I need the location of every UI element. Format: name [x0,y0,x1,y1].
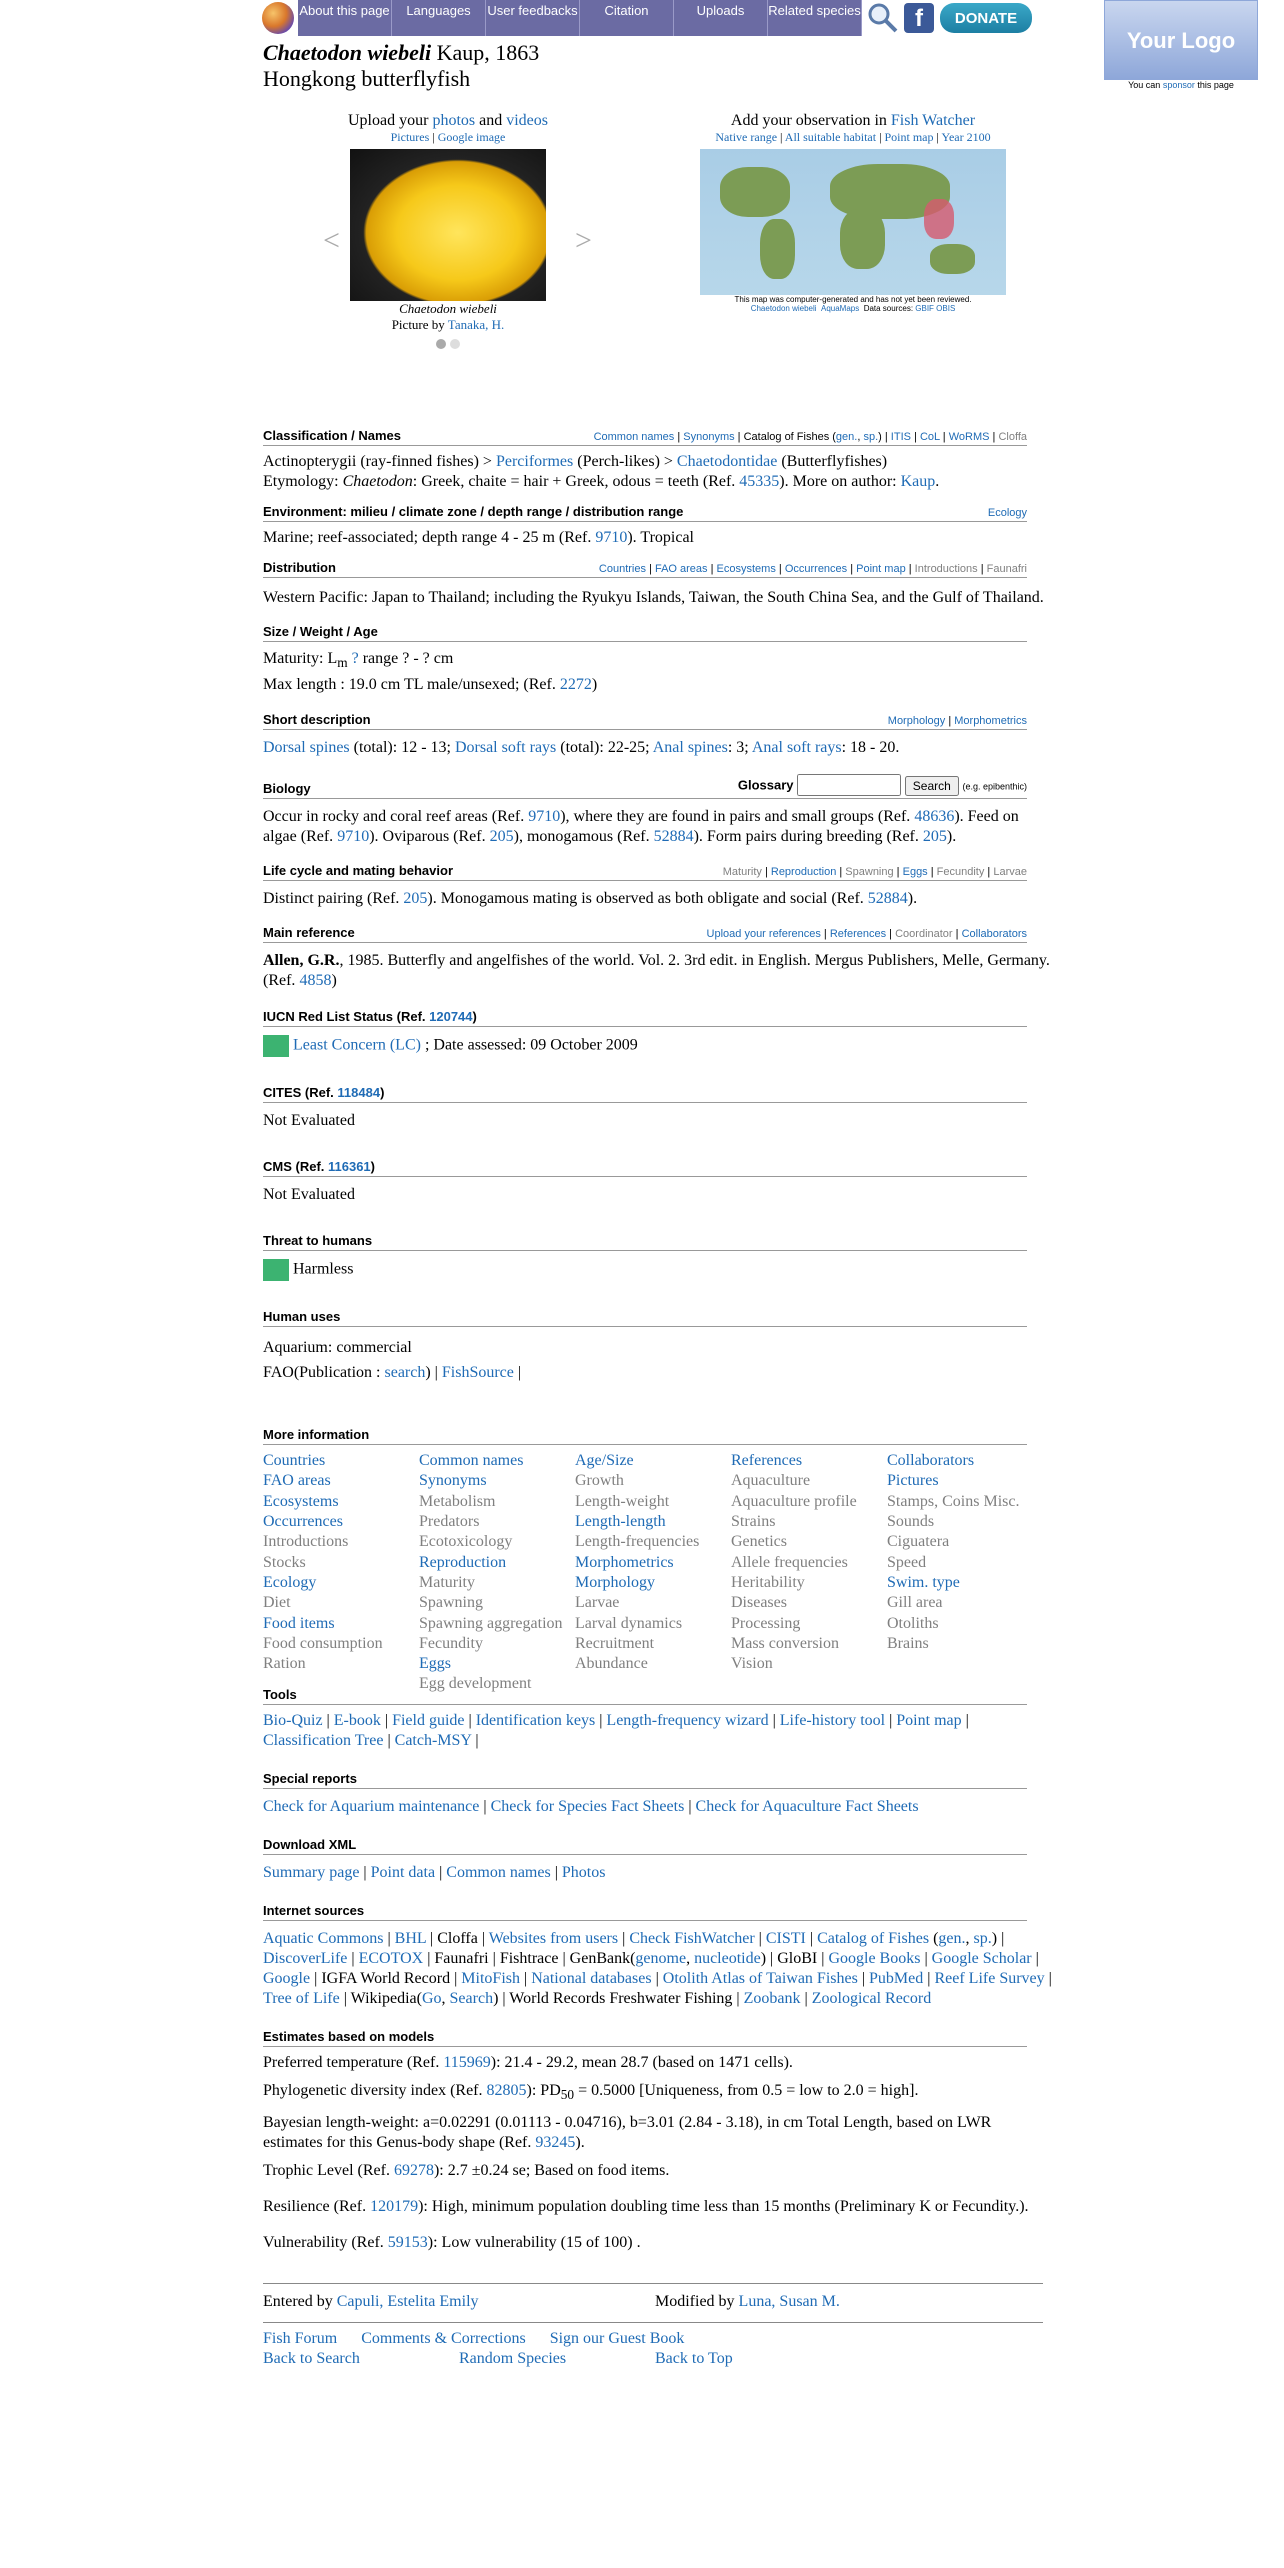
source-text: | Wikipedia( [339,1989,422,2007]
distribution-map[interactable] [700,149,1006,295]
source-text: , [686,1949,695,1967]
pictures-link[interactable]: Pictures [390,130,430,144]
more-info-processing: Processing [731,1614,801,1632]
nav-user-feedbacks[interactable]: User feedbacks [486,0,580,36]
more-info-eggs[interactable]: Eggs [419,1655,451,1673]
point-map-link[interactable]: Point map [856,563,906,575]
prev-photo-button[interactable]: < [323,224,340,257]
fao-areas-link[interactable]: FAO areas [654,563,708,575]
more-info-ecology[interactable]: Ecology [263,1573,317,1591]
separator: | [471,1731,479,1749]
separator: | [464,1711,476,1729]
more-info-genetics: Genetics [731,1533,787,1551]
source-text: | [1044,1969,1052,1987]
source-google-books-link[interactable]: Google Books [828,1949,921,1967]
source-aquatic-commons-link[interactable]: Aquatic Commons [263,1929,384,1947]
footer-divider [263,2283,1043,2284]
anal-spines-link[interactable]: Anal spines [652,739,728,757]
tool-catch-msy-link[interactable]: Catch-MSY [394,1731,472,1749]
source-ecotox-link[interactable]: ECOTOX [358,1949,424,1967]
source-bhl-link[interactable]: BHL [394,1929,427,1947]
source-text: | [383,1929,395,1947]
more-info-grid [263,1451,1053,1695]
nav-languages[interactable]: Languages [392,0,486,36]
download-xml-section: Download XML Summary page | Point data | Common names | Photos [263,1837,1053,1883]
more-info-reproduction[interactable]: Reproduction [419,1553,507,1571]
more-info-pictures[interactable]: Pictures [887,1472,939,1490]
dorsal-spines-link[interactable]: Dorsal spines [263,739,350,757]
threat-section: Threat to humans Harmless [263,1233,1053,1281]
more-info-morphometrics[interactable]: Morphometrics [575,1553,674,1571]
source-text: | [347,1949,359,1967]
xml-summary-page-link[interactable]: Summary page [263,1863,360,1881]
source-go-link[interactable]: Go [421,1989,442,2007]
dorsal-soft-rays-link[interactable]: Dorsal soft rays [454,739,557,757]
separator: | [768,1711,780,1729]
source-text: | Cloffa | [426,1929,489,1947]
ref-link[interactable]: 45335 [739,473,780,490]
fish-forum-link[interactable]: Fish Forum [263,2329,338,2347]
short-description-section: Short description Morphology | Morphometrics Dorsal spines (total): 12 - 13; Dorsal soft rays (total): 22-25; Anal spines: 3; Anal soft rays: 18 - 20. [263,712,1027,757]
sponsor-logo-ad[interactable]: Your Logo here [1104,0,1258,80]
common-names-link[interactable]: Common names [593,431,675,443]
morphology-link[interactable]: Morphology [887,715,946,728]
source-text: | Faunafri | Fishtrace | GenBank( [423,1949,636,1967]
environment-section: Environment: milieu / climate zone / depth range / distribution range Ecology Marine; reef-associated; depth range 4 - 25 m (Ref. 9710). Tropical [263,504,1027,546]
more-info-metabolism: Metabolism [419,1492,496,1510]
more-info-collaborators[interactable]: Collaborators [887,1452,975,1470]
col-link[interactable]: CoL [919,431,940,443]
more-info-morphology[interactable]: Morphology [575,1573,655,1591]
cms-section: CMS (Ref. 116361) Not Evaluated [263,1159,1053,1205]
more-info-synonyms[interactable]: Synonyms [419,1472,487,1490]
references-link[interactable]: References [829,928,887,941]
ref-link[interactable]: 4858 [299,972,332,990]
random-species-link[interactable]: Random Species [459,2349,567,2367]
iucn-section: IUCN Red List Status (Ref. 120744) Least Concern (LC) ; Date assessed: 09 October 2009 [263,1009,1053,1057]
more-info-brains: Brains [887,1634,929,1652]
more-info-introductions: Introductions [263,1533,349,1551]
search-icon[interactable] [866,1,900,35]
fishsource-link[interactable]: FishSource [441,1364,514,1382]
source-text: ) | World Records Freshwater Fishing | [493,1989,744,2007]
page-title: Chaetodon wiebeli Kaup, 1863 [263,40,540,65]
source-sp-link[interactable]: sp. [973,1929,992,1947]
source-cisti-link[interactable]: CISTI [765,1929,806,1947]
glossary-search-button[interactable]: Search [905,776,959,796]
more-info-stamps-coins-misc: Stamps, Coins Misc. [887,1492,1020,1510]
source-search-link[interactable]: Search [449,1989,494,2007]
sponsor-link[interactable]: sponsor [1162,80,1195,90]
source-nucleotide-link[interactable]: nucleotide [694,1949,761,1967]
tool-identification-keys-link[interactable]: Identification keys [475,1711,596,1729]
ref-link[interactable]: 118484 [337,1085,381,1101]
source-text: | [618,1929,630,1947]
footer-credits: Entered by Capuli, Estelita Emily Modified by Luna, Susan M. [263,2292,840,2310]
status-color-swatch [263,1259,289,1281]
internet-sources-section: Internet sources Aquatic Commons | BHL | Cloffa | Websites from users | Check FishWatcher | CISTI | Catalog of Fishes (gen., sp.) | DiscoverLife | ECOTOX | Faunafri | Fishtrace | GenBank(genome, nucleotide) | GloBI | Google Books | Google Scholar | Google | IGFA World Record | MitoFish | National databases | Otolith Atlas of Taiwan Fishes | PubMed | Reef Life Survey | Tree of Life | Wikipedia(Go, Search) | World Records Freshwater Fishing | Zoobank | Zoological Record [263,1902,1052,2007]
ref-link[interactable]: 52884 [867,890,908,908]
gbif-link[interactable]: GBIF OBIS [915,304,956,313]
source-websites-from-users-link[interactable]: Websites from users [488,1929,619,1947]
ref-link[interactable]: 82805 [486,2081,527,2099]
ref-link[interactable]: 9710 [595,529,628,546]
maturity-help-link[interactable]: ? [351,650,359,667]
itis-link[interactable]: ITIS [890,431,911,443]
map-column: Add your observation in Fish Watcher Native range | All suitable habitat | Point map | Year 2100 This map was computer-generated and has not yet been reviewed. Chaetodon wiebeli AquaMaps Data sources: GBIF OBIS [683,112,1023,313]
more-info-strains: Strains [731,1513,776,1531]
google-image-link[interactable]: Google image [437,130,506,144]
photo-column: Upload your photos and videos Pictures | Google image Chaetodon wiebeli Picture by Tanaka, H. [318,112,578,354]
ref-link[interactable]: 115969 [443,2053,491,2071]
more-information-section: More information Countries FAO areas Ecosystems Occurrences Introductions Stocks Ecology Diet Food items Food consumption Ration Common names Synonyms Metabolism Predators Ecotoxicology Reproduction Maturity Spawning Spawning aggregation Fecundity Eggs Egg development Age/Size Growth Length-weight Length-length Length-frequencies Morphometrics Morphology Larvae Larval dynamics Recruitment Abundance References Aquaculture Aquaculture profile Strains Genetics Allele frequencies Heritability Diseases Processing Mass conversion Vision Collaborators Pictures Stamps, Coins Misc. Sounds Ciguatera Speed Swim. type Gill area Otoliths Brains [263,1427,1053,1695]
top-navigation [262,0,1032,36]
more-info-diseases: Diseases [731,1594,787,1612]
more-info-otoliths: Otoliths [887,1614,939,1632]
separator: | [885,1711,897,1729]
report-check-for-aquarium-maintenance-link[interactable]: Check for Aquarium maintenance [263,1797,480,1815]
next-photo-button[interactable]: > [575,224,592,257]
ref-link[interactable]: 52884 [653,828,694,846]
fish-watcher-link[interactable]: Fish Watcher [890,112,976,129]
xml-common-names-link[interactable]: Common names [446,1863,551,1881]
facebook-icon[interactable]: f [904,3,934,33]
separator: | [595,1711,607,1729]
life-cycle-section: Life cycle and mating behavior Maturity | Reproduction | Spawning | Eggs | Fecundity | Larvae Distinct pairing (Ref. 205). Monogamous mating is observed as both obligate and social (Ref. 52884). [263,863,1027,908]
more-info-food-consumption: Food consumption [263,1634,383,1652]
source-otolith-atlas-of-taiwan-fishes-link[interactable]: Otolith Atlas of Taiwan Fishes [662,1969,858,1987]
report-check-for-aquaculture-fact-sheets-link[interactable]: Check for Aquaculture Fact Sheets [695,1797,919,1815]
source-text: , [965,1929,974,1947]
fao-search-link[interactable]: search [384,1364,426,1382]
author-link[interactable]: Kaup [900,473,936,490]
anal-soft-rays-link[interactable]: Anal soft rays [751,739,842,757]
ref-link[interactable]: 59153 [387,2233,428,2251]
more-info-heritability: Heritability [731,1573,805,1591]
collaborators-link[interactable]: Collaborators [961,928,1027,941]
ref-link[interactable]: 48636 [914,808,955,826]
eggs-link[interactable]: Eggs [902,866,928,879]
more-info-sounds: Sounds [887,1513,935,1531]
media-section [263,112,1053,412]
source-catalog-of-fishes-link[interactable]: Catalog of Fishes [817,1929,930,1947]
more-info-column [575,1451,731,1695]
estimates-section: Estimates based on models Preferred temperature (Ref. 115969): 21.4 - 29.2, mean 28.7 (based on 1471 cells). Phylogenetic diversity index (Ref. 82805): $PD_{50} = 0.5000$ [Uniqueness, from 0.5 = low to 2.0 = high]. Bayesian length-weight: a=0.02291 (0.01113 - 0.04716), b=3.01 (2.84 - 3.18), in cm Total Length, based on LWR estimates for this Genus-body shape (Ref. 93245). Trophic Level (Ref. 69278): 2.7 ±0.24 se; Based on food items. Resilience (Ref. 120179): High, minimum population doubling time less than 15 months (Preliminary K or Fecundity.). Vulnerability (Ref. 59153): Low vulnerability (15 of 100) . [263,2028,1029,2251]
back-to-top-link[interactable]: Back to Top [655,2349,733,2367]
more-info-aquaculture-profile: Aquaculture profile [731,1492,857,1510]
more-info-growth: Growth [575,1472,624,1490]
main-content [263,40,1053,2369]
tool-bio-quiz-link[interactable]: Bio-Quiz [263,1711,323,1729]
report-check-for-species-fact-sheets-link[interactable]: Check for Species Fact Sheets [490,1797,685,1815]
more-info-larval-dynamics: Larval dynamics [575,1614,683,1632]
separator: | [684,1797,696,1815]
source-text: | [800,1989,812,2007]
source-national-databases-link[interactable]: National databases [531,1969,652,1987]
ref-link[interactable]: 120179 [370,2197,419,2215]
more-info-food-items[interactable]: Food items [263,1614,335,1632]
chaetodontidae-link[interactable]: Chaetodontidae [676,453,778,470]
source-pubmed-link[interactable]: PubMed [869,1969,924,1987]
source-text: | [920,1949,932,1967]
more-info-mass-conversion: Mass conversion [731,1634,839,1652]
native-range-link[interactable]: Native range [715,130,778,144]
more-info-ciguatera: Ciguatera [887,1533,950,1551]
sponsor-caption: You can sponsor this page [1128,80,1234,90]
more-info-aquaculture: Aquaculture [731,1472,811,1490]
xml-photos-link[interactable]: Photos [561,1863,606,1881]
source-text: | [519,1969,532,1987]
tool-point-map-link[interactable]: Point map [896,1711,962,1729]
separator: | [961,1711,969,1729]
tool-classification-tree-link[interactable]: Classification Tree [263,1731,384,1749]
source-reef-life-survey-link[interactable]: Reef Life Survey [934,1969,1045,1987]
more-info-references[interactable]: References [731,1452,803,1470]
more-info-spawning: Spawning [419,1594,483,1612]
footer-divider [263,2322,1043,2323]
source-check-fishwatcher-link[interactable]: Check FishWatcher [629,1929,755,1947]
more-info-ration: Ration [263,1655,306,1673]
source-zoobank-link[interactable]: Zoobank [743,1989,801,2007]
synonyms-link[interactable]: Synonyms [683,431,735,443]
source-zoological-record-link[interactable]: Zoological Record [811,1989,932,2007]
size-section: Size / Weight / Age Maturity: $L_m$ ? range ? - ? cm Max length : 19.0 cm TL male/unsexed; (Ref. 2272) [263,624,1053,696]
more-info-ecotoxicology: Ecotoxicology [419,1533,513,1551]
more-info-length-weight: Length-weight [575,1492,670,1510]
source-text: | [805,1929,818,1947]
nav-related-species[interactable]: Related species [768,0,862,36]
reproduction-link[interactable]: Reproduction [770,866,837,879]
source-gen-link[interactable]: gen. [938,1929,966,1947]
xml-point-data-link[interactable]: Point data [370,1863,436,1881]
modified-by-link[interactable]: Luna, Susan M. [738,2292,840,2310]
separator: | [322,1711,334,1729]
source-text: | [857,1969,870,1987]
more-info-fecundity: Fecundity [419,1634,483,1652]
more-info-column [887,1451,1043,1695]
more-info-diet: Diet [263,1594,291,1612]
separator: | [380,1711,393,1729]
ecosystems-link[interactable]: Ecosystems [716,563,776,575]
separator: | [550,1863,562,1881]
more-info-abundance: Abundance [575,1655,648,1673]
photos-link[interactable]: photos [432,112,476,129]
more-info-gill-area: Gill area [887,1594,943,1612]
ref-link[interactable]: 2272 [559,676,592,694]
more-info-allele-frequencies: Allele frequencies [731,1553,848,1571]
source-text: | [923,1969,935,1987]
biology-section: Biology Glossary Search (e.g. epibenthic) Occur in rocky and coral reef areas (Ref. 9710), where they are found in pairs and small groups (Ref. 48636). Feed on algae (Ref. 9710). Oviparous (Ref. 205), monogamous (Ref. 52884). Form pairs during breeding (Ref. 205). [263,774,1053,847]
classification-section: Classification / Names Common names | Synonyms | Catalog of Fishes (gen., sp.) | ITIS | CoL | WoRMS | Cloffa Actinopterygii (ray-finned fishes) > Perciformes (Perch-likes) > Chaetodontidae (Butterflyfishes) Etymology: Chaetodon: Greek, chaite = hair + Greek, odous = teeth (Ref. 45335). More on author: Kaup. [263,428,1027,490]
source-discoverlife-link[interactable]: DiscoverLife [263,1949,348,1967]
main-reference-section: Main reference Upload your references | References | Coordinator | Collaborators Allen, G.R., 1985. Butterfly and angelfishes of the world. Vol. 2. 3rd edit. in English. Mergus Publishers, Melle, Germany. (Ref. 4858) [263,925,1050,990]
source-text: | [651,1969,663,1987]
distribution-section: Distribution Countries | FAO areas | Ecosystems | Occurrences | Point map | Introductions | Faunafri Western Pacific: Japan to Thailand; including the Ryukyu Islands, Taiwan, the South China Sea, and the Gulf of Thailand. [263,560,1044,606]
more-info-spawning-aggregation: Spawning aggregation [419,1614,563,1632]
more-info-speed: Speed [887,1553,927,1571]
ref-link[interactable]: 69278 [393,2161,434,2179]
more-info-fao-areas[interactable]: FAO areas [263,1472,331,1490]
more-info-ecosystems[interactable]: Ecosystems [263,1492,339,1510]
source-text: ( [929,1929,939,1947]
tool-e-book-link[interactable]: E-book [333,1711,381,1729]
more-info-column [731,1451,887,1695]
source-text: , [441,1989,450,2007]
donate-button[interactable]: DONATE [940,3,1032,33]
photo-carousel-dots[interactable] [318,336,578,354]
ref-link[interactable]: 9710 [337,828,370,846]
source-tree-of-life-link[interactable]: Tree of Life [263,1989,340,2007]
ref-link[interactable]: 205 [489,828,514,846]
more-info-length-frequencies: Length-frequencies [575,1533,700,1551]
aquamaps-link[interactable]: AquaMaps [820,304,860,313]
separator: | [479,1797,491,1815]
more-info-maturity: Maturity [419,1573,475,1591]
suitable-habitat-link[interactable]: All suitable habitat [784,130,877,144]
more-info-stocks: Stocks [263,1553,306,1571]
entered-by-link[interactable]: Capuli, Estelita Emily [336,2292,479,2310]
more-info-column [419,1451,575,1695]
upload-references-link[interactable]: Upload your references [706,928,821,941]
more-info-countries[interactable]: Countries [263,1452,326,1470]
perciformes-link[interactable]: Perciformes [495,453,574,470]
glossary-input[interactable] [797,774,901,796]
nav-about[interactable]: About this page [298,0,392,36]
cites-section: CITES (Ref. 118484) Not Evaluated [263,1085,1053,1131]
separator: | [383,1731,395,1749]
more-info-larvae: Larvae [575,1594,620,1612]
nav-uploads[interactable]: Uploads [674,0,768,36]
more-info-column [263,1451,419,1695]
source-mitofish-link[interactable]: MitoFish [461,1969,520,1987]
photographer-link[interactable]: Tanaka, H. [447,317,505,332]
human-uses-section: Human uses Aquarium: commercial FAO(Publication : search) | FishSource | [263,1309,1053,1385]
species-photo[interactable] [350,149,546,301]
nav-citation[interactable]: Citation [580,0,674,36]
source-text: | [754,1929,766,1947]
separator: | [359,1863,371,1881]
tool-life-history-tool-link[interactable]: Life-history tool [779,1711,886,1729]
more-info-occurrences[interactable]: Occurrences [263,1513,343,1531]
ref-link[interactable]: 205 [403,890,428,908]
more-info-age-size[interactable]: Age/Size [575,1452,634,1470]
more-info-swim-type[interactable]: Swim. type [887,1573,960,1591]
source-text: ) | [991,1929,1005,1947]
common-name: Hongkong butterflyfish [263,66,471,91]
tool-length-frequency-wizard-link[interactable]: Length-frequency wizard [606,1711,769,1729]
special-reports-section: Special reports Check for Aquarium maintenance | Check for Species Fact Sheets | Check for Aquaculture Fact Sheets [263,1771,1053,1817]
ref-link[interactable]: 93245 [535,2133,576,2151]
source-text: | [1031,1949,1039,1967]
year-2100-link[interactable]: Year 2100 [941,130,991,144]
source-text: | IGFA World Record | [310,1969,462,1987]
source-google-scholar-link[interactable]: Google Scholar [931,1949,1032,1967]
ref-link[interactable]: 9710 [528,808,561,826]
occurrences-link[interactable]: Occurrences [784,563,848,575]
tool-field-guide-link[interactable]: Field guide [392,1711,465,1729]
footer-links [263,2329,1053,2369]
guest-book-link[interactable]: Sign our Guest Book [549,2329,685,2347]
more-info-recruitment: Recruitment [575,1634,655,1652]
map-note: This map was computer-generated and has not yet been reviewed. [734,295,972,304]
source-genome-link[interactable]: genome [635,1949,687,1967]
iucn-status-link[interactable]: Least Concern (LC) [293,1036,421,1054]
more-info-egg-development: Egg development [419,1675,532,1693]
comments-link[interactable]: Comments & Corrections [361,2329,526,2347]
more-info-common-names[interactable]: Common names [419,1452,524,1470]
more-info-length-length[interactable]: Length-length [575,1513,666,1531]
source-text: ) | GloBI | [760,1949,829,1967]
countries-link[interactable]: Countries [598,563,646,575]
ref-link[interactable]: 205 [922,828,947,846]
back-to-search-link[interactable]: Back to Search [263,2349,360,2367]
ecology-link[interactable]: Ecology [987,507,1027,519]
source-google-link[interactable]: Google [263,1969,311,1987]
point-map-link[interactable]: Point map [884,130,934,144]
tools-section: Tools Bio-Quiz | E-book | Field guide | Identification keys | Length-frequency wizard | Life-history tool | Point map | Classification Tree | Catch-MSY | [263,1687,1053,1751]
separator: | [435,1863,447,1881]
status-color-swatch [263,1035,289,1057]
catalog-gen-link[interactable]: gen. [835,431,858,443]
ref-link[interactable]: 120744 [429,1009,473,1025]
ref-link[interactable]: 116361 [328,1159,371,1175]
more-info-vision: Vision [731,1655,773,1673]
videos-link[interactable]: videos [506,112,548,129]
more-info-predators: Predators [419,1513,480,1531]
worms-link[interactable]: WoRMS [948,431,990,443]
morphometrics-link[interactable]: Morphometrics [954,715,1027,728]
aquamaps-species-link[interactable]: Chaetodon wiebeli [750,304,817,313]
catalog-sp-link[interactable]: sp. [863,431,879,443]
fishbase-logo-icon[interactable] [262,2,294,34]
